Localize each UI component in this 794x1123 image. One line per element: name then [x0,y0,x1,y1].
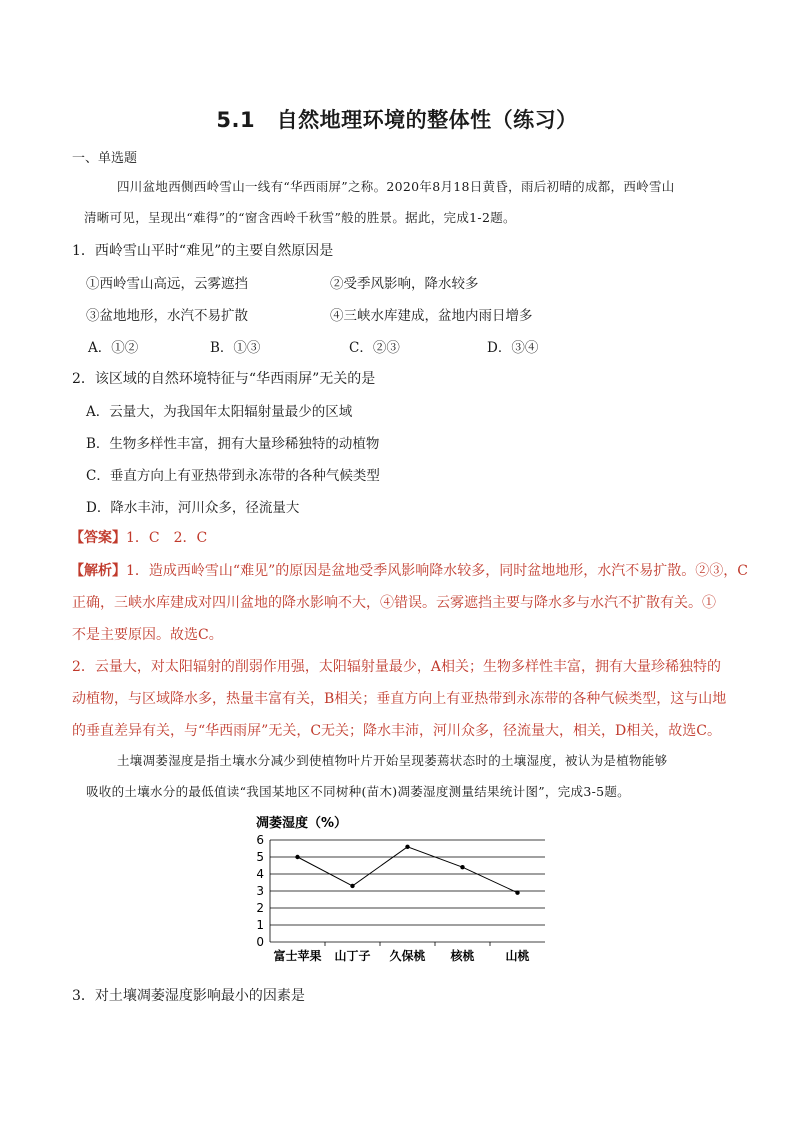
analysis-line-3: 不是主要原因。故选C。 [72,627,223,643]
chart-y-ticks [256,833,264,949]
analysis-line-1 [70,560,748,580]
section-heading: 一、单选题 [72,151,138,166]
answer-tag: 【答案】 [70,530,126,546]
chart-gridlines [270,840,545,942]
q1-statement-1: ①西岭雪山高远，云雾遮挡 [86,276,248,292]
series-line [298,847,518,893]
y-tick-label: 6 [256,833,264,847]
q1-option-b[interactable]: B．①③ [210,340,261,356]
q1-statement-2: ②受季风影响，降水较多 [330,276,479,292]
q2-option-b[interactable]: B．生物多样性丰富，拥有大量珍稀独特的动植物 [86,436,380,452]
y-tick-label: 3 [256,884,264,898]
data-point [515,891,519,895]
y-tick-label: 1 [256,918,264,932]
data-point [350,884,354,888]
data-point [405,845,409,849]
q1-option-c[interactable]: C．②③ [349,340,400,356]
passage-1-line-1: 四川盆地西侧西岭雪山一线有“华西雨屏”之称。2020年8月18日黄昏，雨后初晴的成都，西岭雪山 [117,179,675,194]
analysis-line-2: 正确，三峡水库建成对四川盆地的降水影响不大，④错误。云雾遮挡主要与降水多与水汽不扩散有关。① [72,595,716,611]
chart-y-axis-label: 凋萎湿度（%） [256,816,348,831]
answer-text: 1．C 2．C [126,530,208,546]
question-3-stem: 3．对土壤凋萎湿度影响最小的因素是 [72,988,305,1004]
analysis-tag: 【解析】 [70,563,126,579]
passage-2-line-2: 吸收的土壤水分的最低值读“我国某地区不同树种(苗木)凋萎湿度测量结果统计图”，完成3-5题。 [86,784,630,799]
chart-x-ticks [273,942,529,963]
q1-statement-4: ④三峡水库建成，盆地内雨日增多 [330,308,533,324]
x-tick-label: 山丁子 [334,949,371,963]
answer-line [70,527,207,547]
y-tick-label: 4 [256,867,264,881]
question-1-stem: 1．西岭雪山平时“难见”的主要自然原因是 [72,243,334,259]
x-tick-label: 富士苹果 [273,949,322,963]
q1-option-d[interactable]: D．③④ [487,340,539,356]
analysis-line-4: 2．云量大，对太阳辐射的削弱作用强，太阳辐射量最少，A相关；生物多样性丰富，拥有大量珍稀独特的 [72,659,722,675]
question-2-stem: 2．该区域的自然环境特征与“华西雨屏”无关的是 [72,371,376,387]
y-tick-label: 2 [256,901,264,915]
q2-option-d[interactable]: D．降水丰沛，河川众多，径流量大 [86,500,300,516]
passage-2-line-1: 土壤凋萎湿度是指土壤水分减少到使植物叶片开始呈现萎蔫状态时的土壤湿度，被认为是植物能够 [117,753,668,768]
q2-option-c[interactable]: C．垂直方向上有亚热带到永冻带的各种气候类型 [86,468,380,484]
data-point [295,855,299,859]
q2-option-a[interactable]: A．云量大，为我国年太阳辐射量最少的区域 [86,404,353,420]
page-title: 5.1 自然地理环境的整体性（练习） [216,108,578,132]
x-tick-label: 山桃 [505,949,530,963]
analysis-text-1: 1．造成西岭雪山“难见”的原因是盆地受季风影响降水较多，同时盆地地形，水汽不易扩散。②③，C [126,563,748,579]
passage-1-line-2: 清晰可见，呈现出“难得”的“窗含西岭千秋雪”般的胜景。据此，完成1-2题。 [84,210,516,225]
series-points [295,845,519,895]
analysis-line-6: 的垂直差异有关，与“华西雨屏”无关，C无关；降水丰沛，河川众多，径流量大，相关，D相关，故选C。 [72,723,721,739]
q1-statement-3: ③盆地地形，水汽不易扩散 [86,308,248,324]
y-tick-label: 0 [256,935,264,949]
y-tick-label: 5 [256,850,264,864]
analysis-line-5: 动植物，与区域降水多，热量丰富有关，B相关；垂直方向上有亚热带到永冻带的各种气候类型，这与山地 [72,691,727,707]
data-point [460,865,464,869]
x-tick-label: 久保桃 [389,949,426,963]
x-tick-label: 核桃 [450,949,475,963]
q1-option-a[interactable]: A．①② [88,340,139,356]
